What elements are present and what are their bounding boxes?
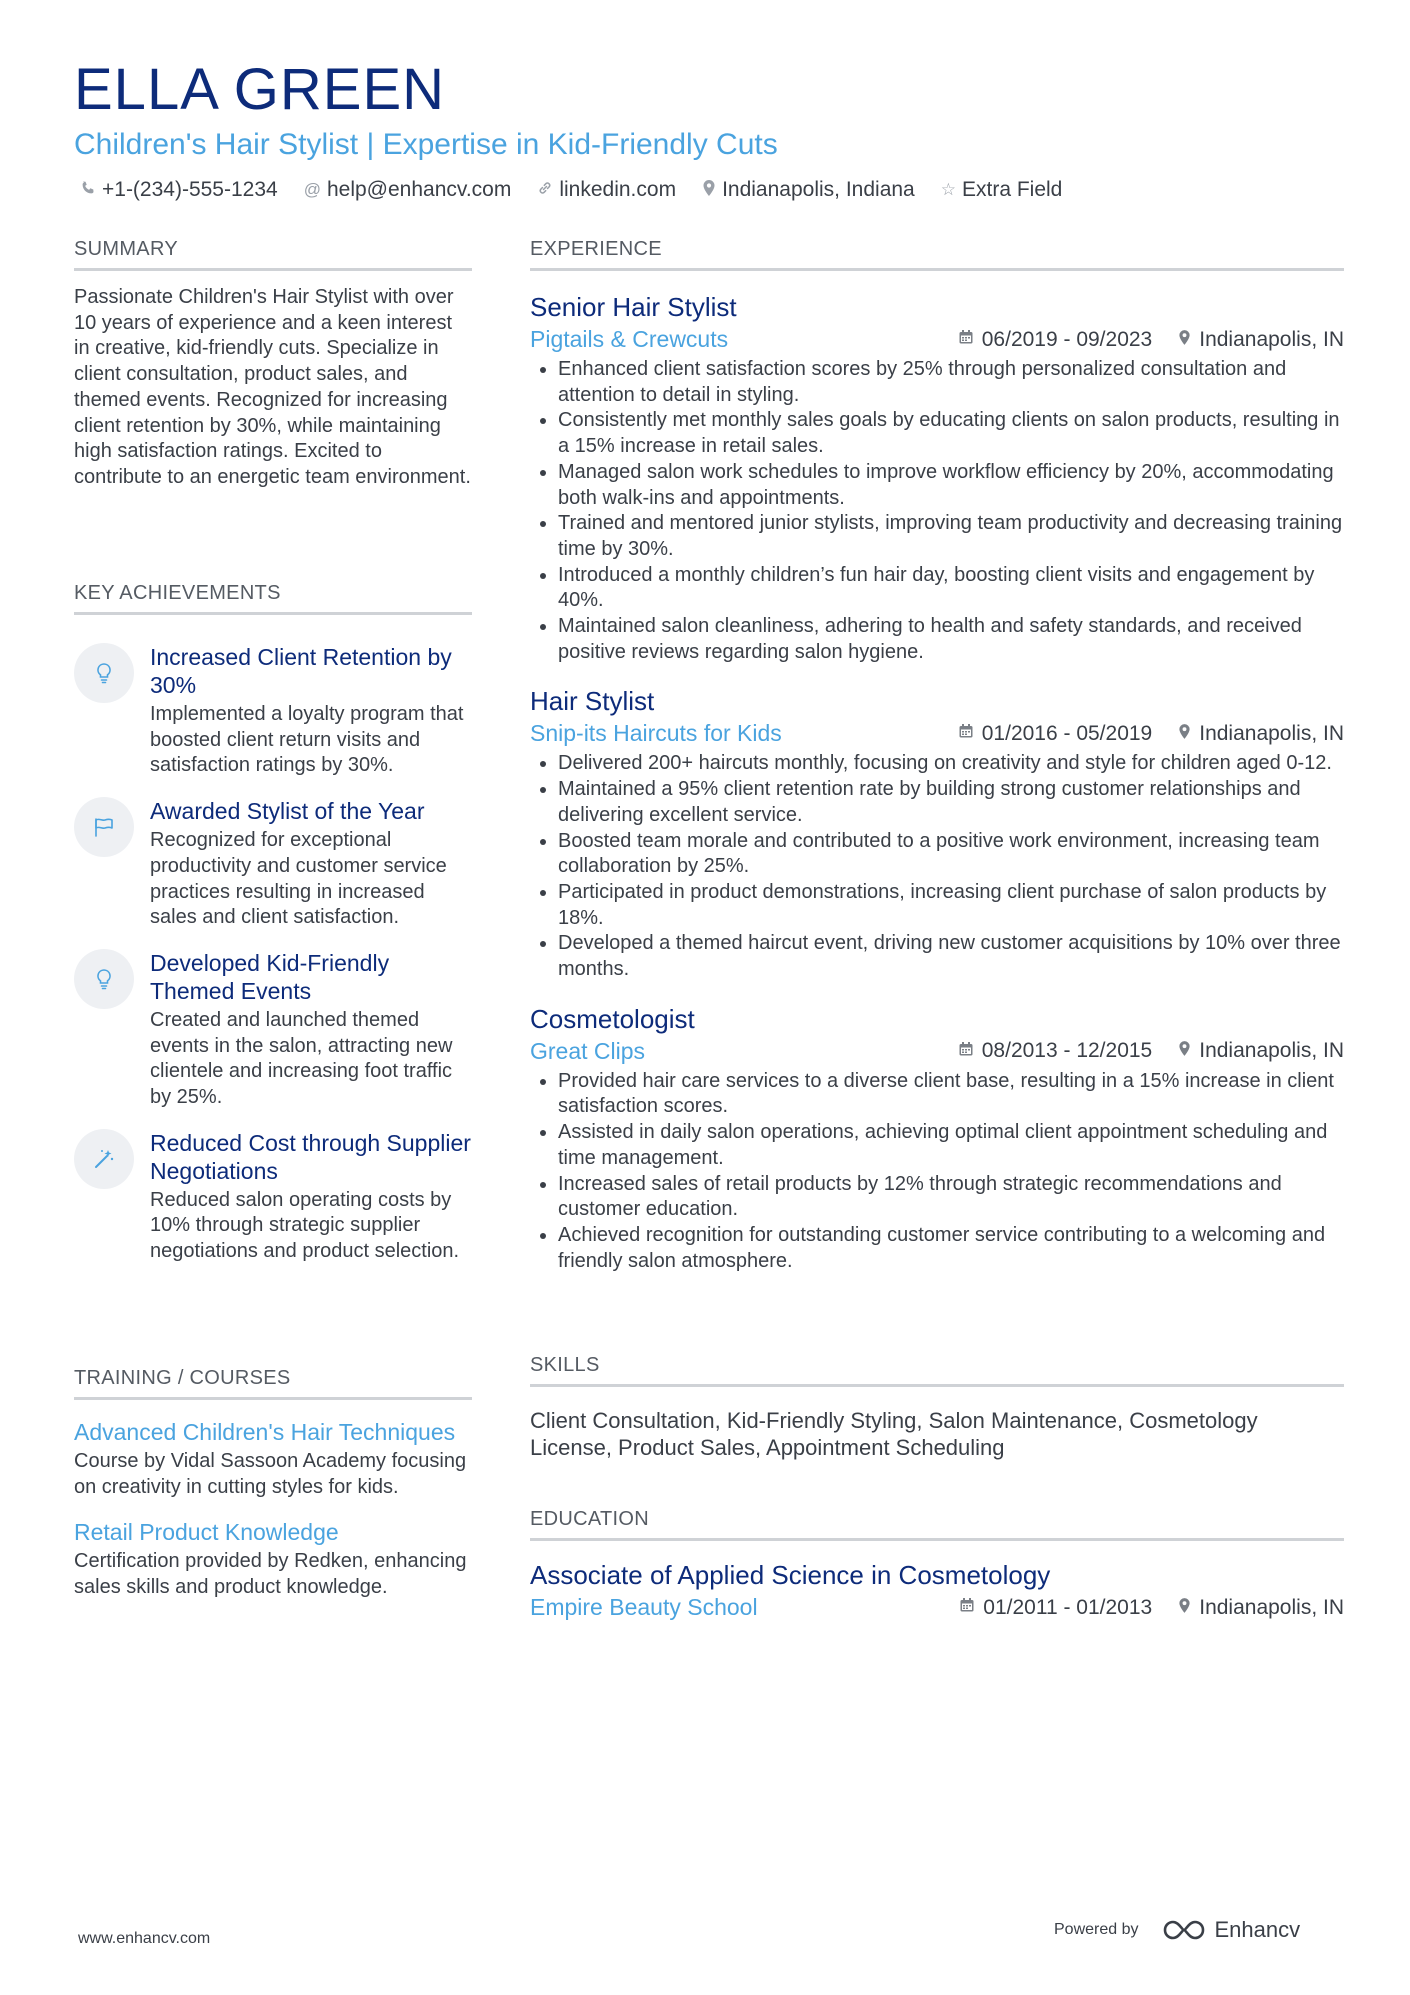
summary-text: Passionate Children's Hair Stylist with over 10 years of experience and a keen interest in creative, kid-friendly cuts. Specialize in client consultation, product sales, and themed events. Recognized for increasing client retention by 30%, while maintaining high satisfaction ratings. Excited to contribute to an energetic team environment.	[74, 286, 471, 488]
job-bullets	[530, 1069, 1344, 1275]
job-location-text: Indianapolis, IN	[1199, 327, 1344, 351]
job-title: Senior Hair Stylist	[530, 292, 737, 322]
contact-extra-text: Extra Field	[961, 178, 1063, 201]
achievement-title: Increased Client Retention by 30%	[150, 644, 452, 698]
skills-text: Client Consultation, Kid-Friendly Styling, Salon Maintenance, Cosmetology License, Product Sales, Appointment Scheduling	[530, 1408, 1258, 1460]
education-section	[530, 1508, 1344, 1621]
company-name: Great Clips	[530, 1037, 646, 1064]
job-dates	[958, 1039, 1152, 1063]
company-name: Snip-its Haircuts for Kids	[530, 720, 782, 747]
achievement-title: Awarded Stylist of the Year	[150, 798, 425, 825]
bullet: • Participated in product demonstrations, increasing client purchase of salon products by 18%.	[558, 880, 1344, 931]
contact-linkedin[interactable]	[537, 178, 676, 202]
achievement-desc: Reduced salon operating costs by 10% through strategic supplier negotiations and product selection.	[150, 1188, 460, 1263]
bullet: • Achieved recognition for outstanding customer service contributing to a welcoming and friendly salon atmosphere.	[558, 1223, 1344, 1274]
achievement-title: Developed Kid-Friendly Themed Events	[150, 949, 390, 1004]
bullet: • Consistently met monthly sales goals by educating clients on salon products, resulting in a 15% increase in retail sales.	[558, 408, 1344, 459]
education-dates	[959, 1596, 1152, 1620]
job-dates-text: 08/2013 - 12/2015	[981, 1039, 1153, 1063]
course-item	[74, 1518, 472, 1600]
bullet: • Provided hair care services to a diverse client base, resulting in a 15% increase in client satisfaction scores.	[558, 1069, 1344, 1120]
enhancv-logo-icon	[1161, 1917, 1207, 1943]
footer-website[interactable]: www.enhancv.com	[78, 1930, 211, 1947]
course-item	[74, 1418, 472, 1500]
summary-heading: SUMMARY	[74, 238, 472, 271]
achievement-item	[74, 643, 472, 779]
bullet: • Introduced a monthly children’s fun hair day, boosting client visits and engagement by 40%.	[558, 563, 1344, 614]
experience-heading: EXPERIENCE	[530, 238, 1344, 271]
skills-section	[530, 1354, 1344, 1461]
job-entry	[530, 685, 1344, 982]
achievement-desc: Recognized for exceptional productivity and customer service practices resulting in increased sales and client satisfaction.	[150, 829, 447, 929]
education-location	[1178, 1596, 1344, 1620]
contact-phone-text: +1-(234)-555-1234	[102, 178, 278, 201]
contact-phone[interactable]	[80, 178, 278, 202]
bullet: • Managed salon work schedules to improve workflow efficiency by 20%, accommodating both walk-ins and appointments.	[558, 460, 1344, 511]
location-pin-icon	[1178, 723, 1191, 745]
calendar-icon	[959, 1597, 975, 1618]
contact-extra	[941, 178, 1063, 202]
course-desc: Course by Vidal Sassoon Academy focusing on creativity in cutting styles for kids.	[74, 1450, 467, 1498]
star-icon: ☆	[940, 180, 956, 199]
course-desc: Certification provided by Redken, enhancing sales skills and product knowledge.	[74, 1550, 467, 1599]
achievements-section	[74, 582, 472, 1265]
job-title: Hair Stylist	[530, 686, 655, 717]
bullet: • Increased sales of retail products by 12% through strategic recommendations and customer education.	[558, 1172, 1344, 1223]
job-title: Cosmetologist	[530, 1003, 695, 1034]
contact-bar	[80, 178, 1062, 202]
degree-title: Associate of Applied Science in Cosmetology	[530, 1560, 1051, 1590]
school-name: Empire Beauty School	[530, 1594, 758, 1620]
magic-wand-icon	[74, 1129, 134, 1189]
link-icon	[537, 180, 553, 201]
footer-branding	[1054, 1917, 1300, 1943]
job-dates-text: 06/2019 - 09/2023	[981, 327, 1153, 351]
lightbulb-icon	[74, 949, 134, 1009]
company-name: Pigtails & Crewcuts	[530, 326, 729, 352]
education-heading: EDUCATION	[530, 1508, 1344, 1541]
experience-section	[530, 238, 1344, 1274]
training-section	[74, 1367, 472, 1601]
calendar-icon	[958, 329, 974, 350]
powered-by-text: Powered by	[1054, 1921, 1139, 1938]
course-title: Retail Product Knowledge	[74, 1519, 339, 1546]
achievement-desc: Implemented a loyalty program that boosted client return visits and satisfaction ratings by 30%.	[150, 703, 464, 777]
location-pin-icon	[1178, 1040, 1191, 1062]
candidate-headline: Children's Hair Stylist | Expertise in Kid-Friendly Cuts	[74, 128, 778, 161]
brand-logo[interactable]	[1161, 1917, 1301, 1943]
calendar-icon	[958, 1041, 974, 1062]
location-pin-icon	[702, 179, 716, 202]
bullet: • Delivered 200+ haircuts monthly, focusing on creativity and style for children aged 0-12.	[558, 751, 1344, 777]
bullet: • Assisted in daily salon operations, achieving optimal client appointment scheduling and time management.	[558, 1120, 1344, 1171]
bullet: • Maintained a 95% client retention rate by building strong customer relationships and delivering excellent service.	[558, 777, 1344, 828]
bullet: • Maintained salon cleanliness, adhering to health and safety standards, and received positive reviews regarding salon hygiene.	[558, 614, 1344, 665]
calendar-icon	[958, 723, 974, 744]
job-entry	[530, 291, 1344, 665]
bullet: • Enhanced client satisfaction scores by 25% through personalized consultation and attention to detail in styling.	[558, 357, 1344, 408]
achievement-title: Reduced Cost through Supplier Negotiations	[150, 1129, 471, 1184]
job-location	[1178, 1039, 1344, 1063]
location-pin-icon	[1178, 1597, 1191, 1619]
achievement-item	[74, 1129, 472, 1265]
bullet: • Developed a themed haircut event, driving new customer acquisitions by 10% over three months.	[558, 931, 1344, 982]
job-location-text: Indianapolis, IN	[1199, 1039, 1344, 1063]
phone-icon	[80, 180, 96, 201]
job-location	[1178, 722, 1344, 746]
achievement-item	[74, 949, 472, 1111]
lightbulb-icon	[74, 643, 134, 703]
education-location-text: Indianapolis, IN	[1199, 1595, 1344, 1619]
candidate-name: ELLA GREEN	[74, 57, 446, 122]
achievement-desc: Created and launched themed events in the salon, attracting new clientele and increasing foot traffic by 25%.	[150, 1008, 453, 1109]
achievements-heading: KEY ACHIEVEMENTS	[74, 582, 472, 615]
job-dates-text: 01/2016 - 05/2019	[981, 721, 1153, 745]
location-pin-icon	[1178, 329, 1191, 351]
job-location-text: Indianapolis, IN	[1199, 721, 1344, 745]
summary-section	[74, 238, 472, 491]
achievement-item	[74, 797, 472, 931]
course-title: Advanced Children's Hair Techniques	[74, 1419, 456, 1445]
education-entry	[530, 1559, 1344, 1621]
contact-linkedin-text: linkedin.com	[559, 178, 677, 201]
education-dates-text: 01/2011 - 01/2013	[983, 1595, 1153, 1619]
flag-icon	[74, 797, 134, 857]
contact-email-text: help@enhancv.com	[326, 178, 512, 201]
at-icon: @	[303, 180, 321, 199]
bullet: • Trained and mentored junior stylists, improving team productivity and decreasing training time by 30%.	[558, 511, 1344, 562]
training-heading: TRAINING / COURSES	[74, 1367, 472, 1400]
job-entry	[530, 1003, 1344, 1275]
bullet: • Boosted team morale and contributed to a positive work environment, increasing team collaboration by 25%.	[558, 829, 1344, 880]
contact-location-text: Indianapolis, Indiana	[722, 178, 915, 201]
job-dates	[958, 722, 1152, 746]
contact-location	[702, 178, 915, 202]
skills-heading: SKILLS	[530, 1354, 1344, 1387]
contact-email[interactable]	[304, 178, 512, 202]
brand-name: Enhancv	[1214, 1917, 1301, 1942]
job-location	[1178, 328, 1344, 352]
job-bullets	[530, 751, 1344, 982]
job-bullets	[530, 357, 1344, 665]
job-dates	[958, 328, 1152, 352]
